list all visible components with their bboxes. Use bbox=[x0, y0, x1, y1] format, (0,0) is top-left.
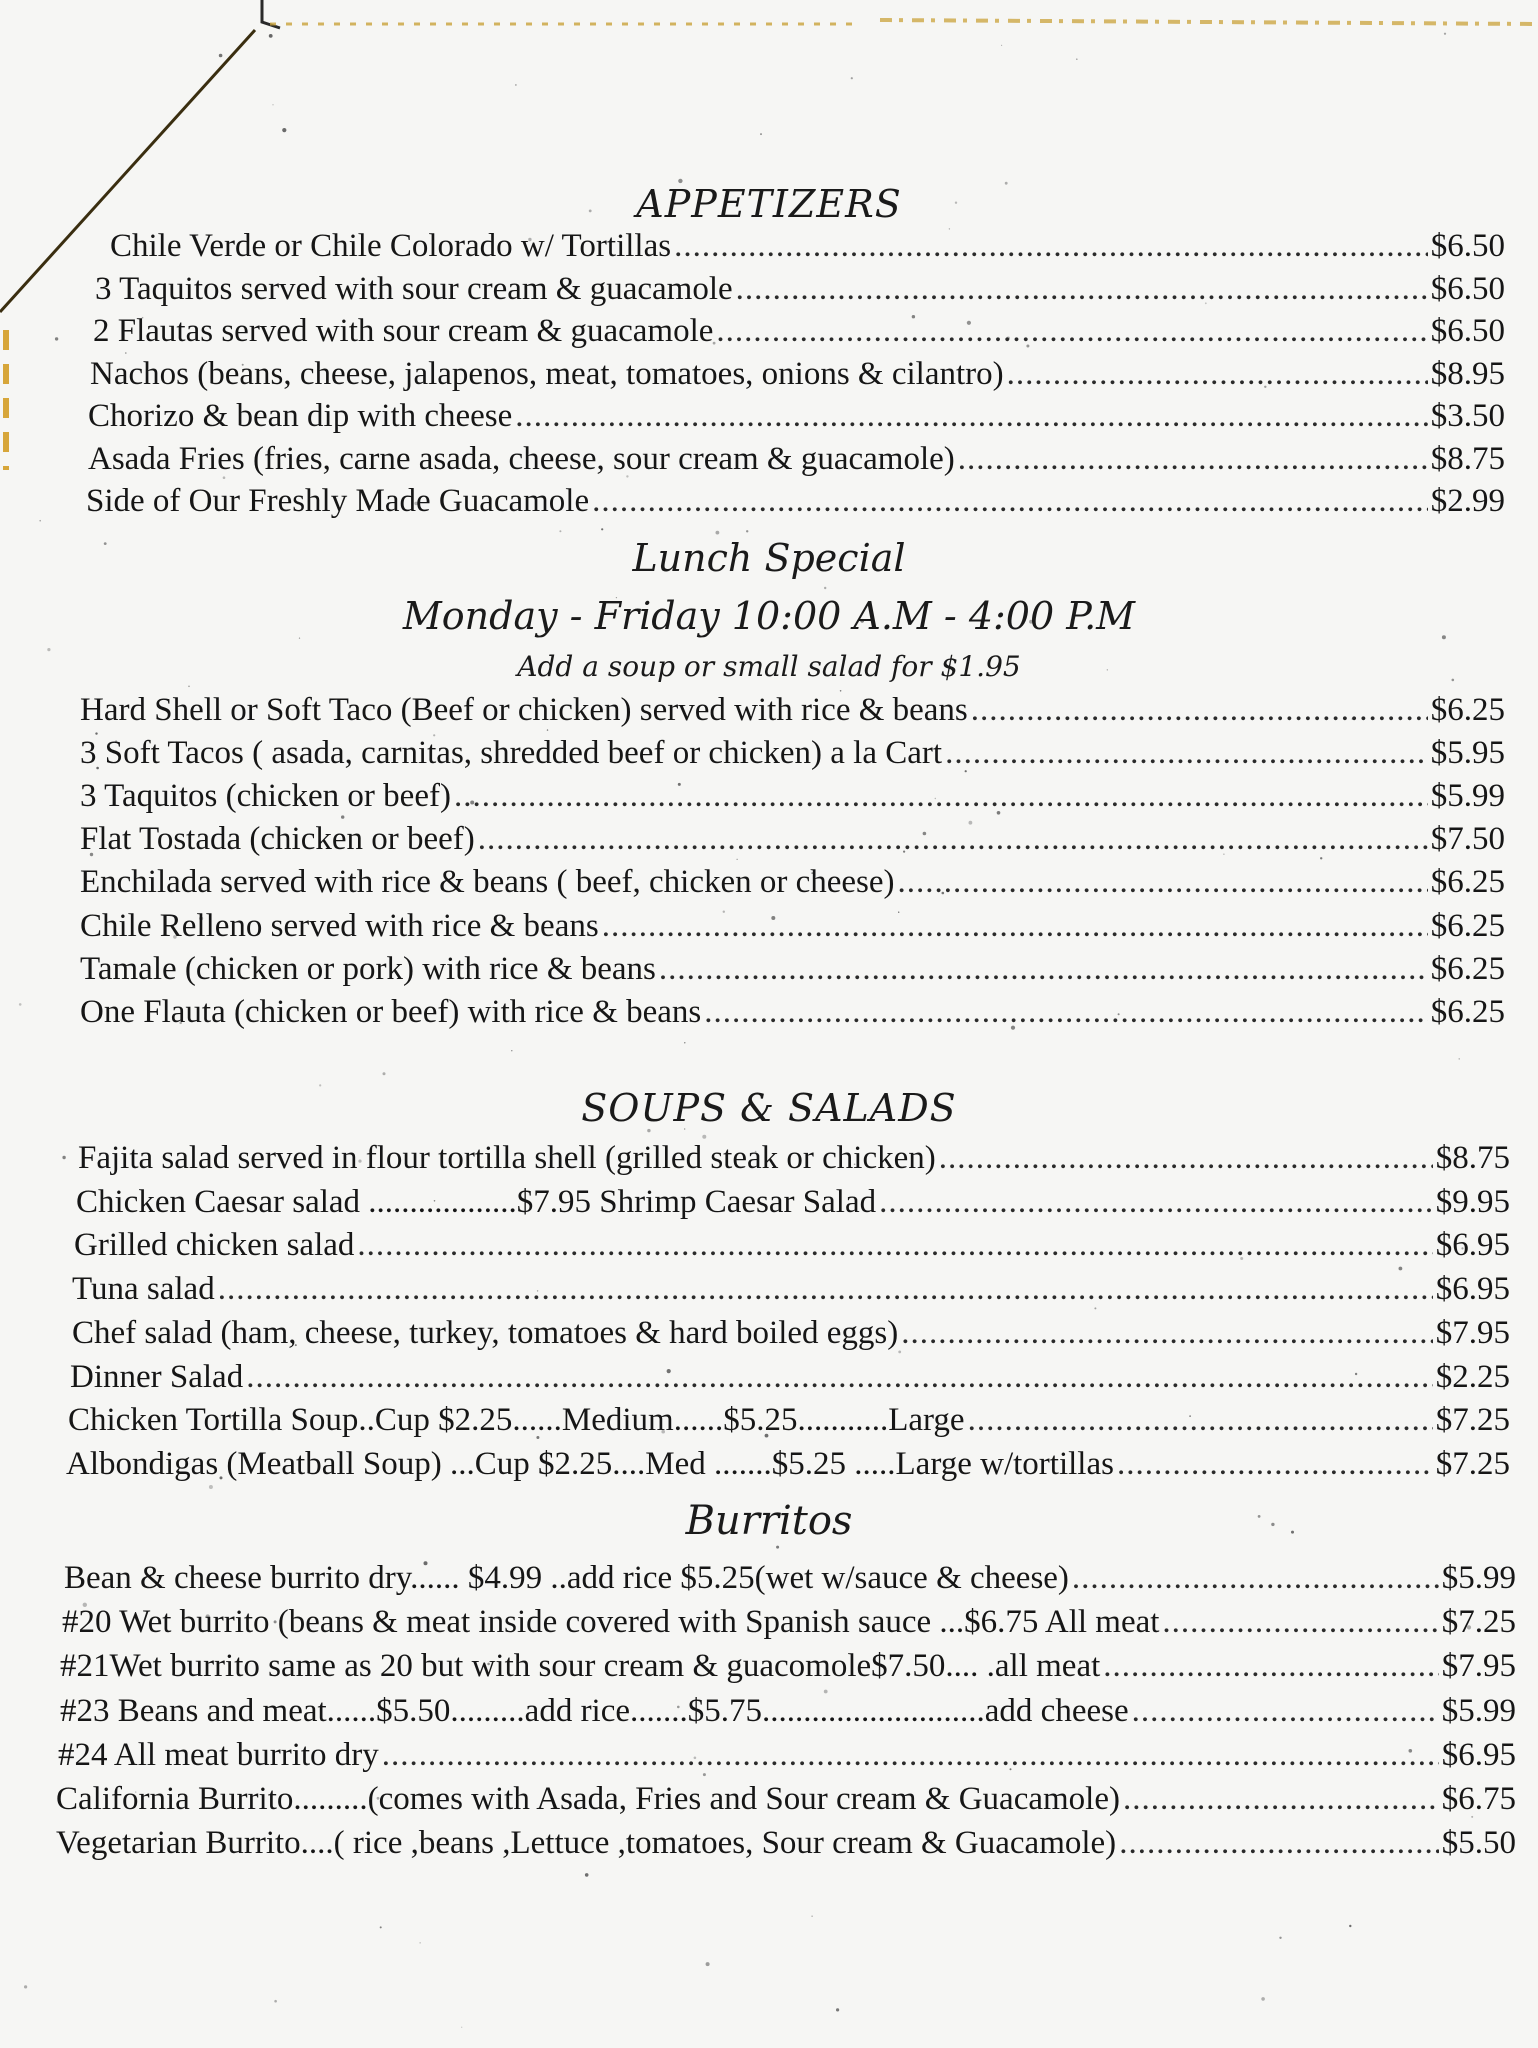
dot-leader bbox=[382, 1735, 1439, 1775]
menu-item-price: $5.99 bbox=[1441, 1560, 1516, 1596]
menu-item-name: Chile Verde or Chile Colorado w/ Tortillas bbox=[110, 228, 672, 264]
menu-item-row bbox=[64, 1558, 1516, 1598]
dot-leader bbox=[602, 906, 1428, 946]
menu-item-price: $7.25 bbox=[1441, 1604, 1516, 1641]
menu-item-name: Grilled chicken salad bbox=[74, 1227, 355, 1264]
menu-item-row bbox=[80, 906, 1505, 946]
menu-item-name: 2 Flautas served with sour cream & guacamole bbox=[93, 313, 714, 349]
menu-item-price: $6.95 bbox=[1435, 1227, 1510, 1264]
menu-item-price: $6.50 bbox=[1430, 313, 1505, 349]
menu-item-row bbox=[76, 1182, 1510, 1222]
menu-item-name: Vegetarian Burrito....( rice ,beans ,Lettuce ,tomatoes, Sour cream & Guacamole) bbox=[56, 1825, 1117, 1862]
menu-item-row bbox=[80, 776, 1505, 816]
menu-item-price: $2.99 bbox=[1430, 483, 1505, 519]
menu-item-row bbox=[56, 1823, 1516, 1863]
menu-item-price: $7.95 bbox=[1435, 1314, 1510, 1351]
dot-leader bbox=[357, 1225, 1432, 1265]
menu-item-row bbox=[80, 992, 1505, 1032]
menu-item-row bbox=[56, 1779, 1516, 1819]
menu-item-price: $8.95 bbox=[1430, 355, 1505, 392]
menu-item-row bbox=[60, 1646, 1516, 1686]
menu-item-name: Asada Fries (fries, carne asada, cheese, sour cream & guacamole) bbox=[88, 440, 955, 477]
dot-leader bbox=[945, 733, 1428, 773]
menu-item-price: $7.50 bbox=[1430, 821, 1505, 858]
dot-leader bbox=[958, 439, 1428, 479]
dot-leader bbox=[939, 1138, 1433, 1178]
menu-item-name: Chicken Tortilla Soup..Cup $2.25......Medium......$5.25...........Large bbox=[68, 1402, 965, 1439]
menu-item-price: $5.95 bbox=[1430, 735, 1505, 772]
menu-item-name: #21Wet burrito same as 20 but with sour cream & guacomole$7.50.... .all meat bbox=[60, 1648, 1101, 1685]
dot-leader bbox=[1103, 1646, 1438, 1686]
menu-item-price: $8.75 bbox=[1435, 1140, 1510, 1176]
dot-leader bbox=[454, 776, 1428, 816]
menu-item-price: $5.99 bbox=[1441, 1692, 1516, 1729]
menu-item-row bbox=[60, 1691, 1516, 1731]
menu-item-row bbox=[93, 311, 1505, 351]
menu-item-row bbox=[80, 949, 1505, 989]
menu-item-row bbox=[80, 862, 1505, 902]
menu-item-row bbox=[80, 819, 1505, 859]
menu-item-name: Chorizo & bean dip with cheese bbox=[88, 398, 513, 434]
menu-item-row bbox=[88, 439, 1505, 479]
dot-leader bbox=[515, 396, 1427, 436]
menu-item-name: One Flauta (chicken or beef) with rice & beans bbox=[80, 993, 702, 1030]
menu-item-name: Side of Our Freshly Made Guacamole bbox=[86, 483, 590, 519]
menu-item-price: $3.50 bbox=[1430, 398, 1505, 434]
menu-item-name: #24 All meat burrito dry bbox=[58, 1736, 379, 1773]
dot-leader bbox=[1123, 1779, 1439, 1819]
lunch-addon-note: Add a soup or small salad for $1.95 bbox=[517, 650, 1021, 683]
dot-leader bbox=[1119, 1823, 1439, 1863]
menu-item-price: $5.50 bbox=[1441, 1825, 1516, 1862]
menu-item-price: $7.25 bbox=[1435, 1445, 1510, 1482]
dot-leader bbox=[478, 819, 1428, 859]
menu-item-name: Flat Tostada (chicken or beef) bbox=[80, 821, 475, 858]
soups-salads-heading: SOUPS & SALADS bbox=[581, 1086, 957, 1130]
menu-item-name: 3 Taquitos (chicken or beef) bbox=[80, 778, 451, 815]
menu-item-row bbox=[62, 1602, 1516, 1642]
menu-item-row bbox=[70, 1357, 1510, 1397]
menu-item-name: Chicken Caesar salad ..................$7.95 Shrimp Caesar Salad bbox=[76, 1183, 877, 1220]
dot-leader bbox=[968, 1400, 1433, 1440]
lunch-hours: Monday - Friday 10:00 A.M - 4:00 P.M bbox=[402, 594, 1136, 638]
menu-item-name: Tamale (chicken or pork) with rice & beans bbox=[80, 950, 656, 987]
menu-item-row bbox=[90, 354, 1505, 394]
menu-item-name: Bean & cheese burrito dry...... $4.99 ..add rice $5.25(wet w/sauce & cheese) bbox=[64, 1560, 1069, 1596]
menu-item-row bbox=[78, 1138, 1510, 1178]
menu-item-price: $7.25 bbox=[1435, 1402, 1510, 1439]
dot-leader bbox=[218, 1269, 1433, 1309]
dot-leader bbox=[971, 690, 1428, 730]
menu-item-row bbox=[86, 481, 1505, 521]
menu-item-price: $2.25 bbox=[1435, 1358, 1510, 1395]
menu-item-name: #23 Beans and meat......$5.50.........add rice.......$5.75...........................add cheese bbox=[60, 1692, 1129, 1729]
menu-item-name: 3 Taquitos served with sour cream & guacamole bbox=[95, 270, 733, 307]
menu-item-row bbox=[110, 226, 1505, 266]
dot-leader bbox=[246, 1357, 1433, 1397]
dot-leader bbox=[736, 269, 1428, 309]
menu-item-price: $7.95 bbox=[1441, 1648, 1516, 1685]
menu-item-row bbox=[88, 396, 1505, 436]
dot-leader bbox=[659, 949, 1428, 989]
menu-item-price: $6.25 bbox=[1430, 993, 1505, 1030]
menu-item-name: Nachos (beans, cheese, jalapenos, meat, tomatoes, onions & cilantro) bbox=[90, 355, 1004, 392]
burritos-heading: Burritos bbox=[685, 1498, 853, 1544]
menu-item-price: $6.50 bbox=[1430, 270, 1505, 307]
menu-item-name: Dinner Salad bbox=[70, 1358, 244, 1395]
dot-leader bbox=[901, 1313, 1432, 1353]
menu-item-row bbox=[80, 690, 1505, 730]
menu-item-price: $6.25 bbox=[1430, 950, 1505, 987]
menu-item-name: Hard Shell or Soft Taco (Beef or chicken) served with rice & beans bbox=[80, 692, 968, 728]
menu-item-row bbox=[66, 1444, 1510, 1484]
dot-leader bbox=[592, 481, 1428, 521]
menu-item-name: #20 Wet burrito (beans & meat inside covered with Spanish sauce ...$6.75 All meat bbox=[62, 1604, 1160, 1641]
menu-item-price: $6.50 bbox=[1430, 228, 1505, 264]
menu-item-price: $6.25 bbox=[1430, 907, 1505, 944]
menu-item-row bbox=[95, 269, 1505, 309]
menu-item-price: $6.75 bbox=[1441, 1781, 1516, 1817]
menu-item-row bbox=[58, 1735, 1516, 1775]
lunch-special-heading: Lunch Special bbox=[632, 536, 906, 580]
menu-item-price: $9.95 bbox=[1435, 1183, 1510, 1220]
menu-item-row bbox=[68, 1400, 1510, 1440]
dot-leader bbox=[898, 862, 1428, 902]
menu-item-price: $8.75 bbox=[1430, 440, 1505, 477]
menu-item-name: Chef salad (ham, cheese, turkey, tomatoes & hard boiled eggs) bbox=[72, 1314, 899, 1351]
dot-leader bbox=[1072, 1558, 1439, 1598]
appetizers-heading: APPETIZERS bbox=[636, 182, 902, 226]
menu-item-row bbox=[72, 1313, 1510, 1353]
dot-leader bbox=[879, 1182, 1433, 1222]
menu-item-price: $5.99 bbox=[1430, 778, 1505, 815]
menu-item-row bbox=[72, 1269, 1510, 1309]
menu-item-name: Albondigas (Meatball Soup) ...Cup $2.25....Med .......$5.25 .....Large w/tortillas bbox=[66, 1445, 1114, 1482]
dot-leader bbox=[1117, 1444, 1433, 1484]
dot-leader bbox=[1132, 1691, 1439, 1731]
dot-leader bbox=[1007, 354, 1428, 394]
menu-item-price: $6.95 bbox=[1435, 1271, 1510, 1308]
menu-item-name: California Burrito.........(comes with Asada, Fries and Sour cream & Guacamole) bbox=[56, 1781, 1120, 1817]
menu-item-price: $6.25 bbox=[1430, 864, 1505, 901]
menu-item-name: Tuna salad bbox=[72, 1271, 215, 1308]
dot-leader bbox=[716, 311, 1427, 351]
menu-item-price: $6.95 bbox=[1441, 1736, 1516, 1773]
menu-item-name: Chile Relleno served with rice & beans bbox=[80, 907, 599, 944]
menu-item-name: Enchilada served with rice & beans ( beef, chicken or cheese) bbox=[80, 864, 895, 901]
dot-leader bbox=[1162, 1602, 1438, 1642]
dot-leader bbox=[704, 992, 1428, 1032]
menu-item-row bbox=[74, 1225, 1510, 1265]
menu-item-name: 3 Soft Tacos ( asada, carnitas, shredded beef or chicken) a la Cart bbox=[80, 735, 943, 772]
menu-item-price: $6.25 bbox=[1430, 692, 1505, 728]
menu-item-name: Fajita salad served in flour tortilla shell (grilled steak or chicken) bbox=[78, 1140, 936, 1176]
menu-item-row bbox=[80, 733, 1505, 773]
dot-leader bbox=[674, 226, 1428, 266]
